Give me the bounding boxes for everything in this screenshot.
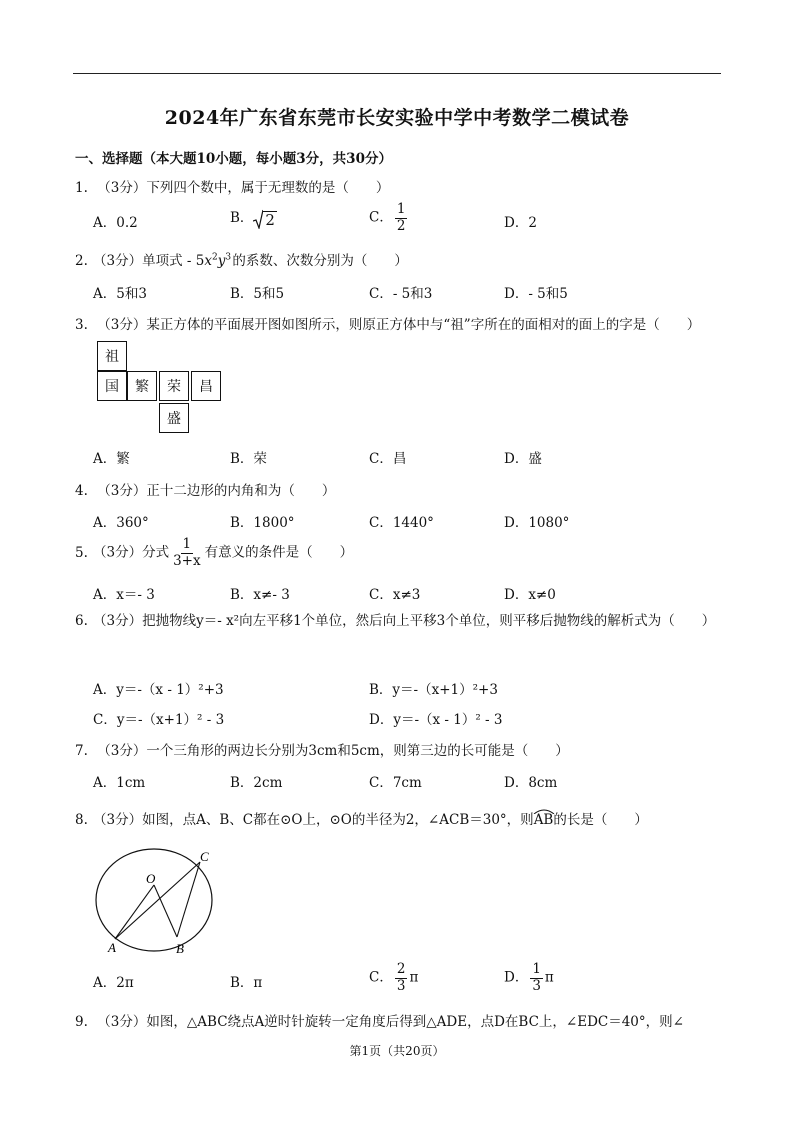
- question-6: [75, 608, 720, 634]
- option-1d: D．2: [504, 215, 537, 231]
- cube-net-figure: [95, 339, 223, 436]
- option-8c: [369, 963, 418, 993]
- net-cell: 繁: [127, 371, 157, 401]
- point-o-label: O: [146, 871, 156, 886]
- option-3d: D．盛: [504, 451, 542, 467]
- question-text: 有意义的条件是（ ）: [204, 544, 354, 561]
- denominator: 3: [396, 977, 406, 994]
- option-2d: D．- 5和5: [504, 286, 568, 302]
- option-4a: A．360°: [93, 515, 149, 531]
- net-cell: 盛: [159, 403, 189, 433]
- radicand: 2: [265, 210, 275, 229]
- question-text: （3分）一个三角形的两边长分别为3cm和5cm，则第三边的长可能是（ ）: [97, 743, 569, 759]
- question-text: （3分）正十二边形的内角和为（ ）: [97, 483, 336, 499]
- point-a-label: A: [108, 940, 116, 955]
- fraction: [395, 203, 408, 233]
- question-number: 5.: [75, 544, 88, 561]
- question-number: 9.: [75, 1014, 88, 1030]
- denominator: 3: [532, 977, 541, 994]
- segment-ac: [115, 862, 200, 939]
- question-text: （3分）分式: [93, 544, 170, 561]
- option-8b: B．π: [230, 975, 263, 991]
- question-text: （3分）单项式 - 5: [93, 253, 205, 269]
- option-7c: C．7cm: [369, 775, 422, 791]
- pi-symbol: π: [409, 969, 419, 986]
- option-2b: B．5和5: [230, 286, 285, 302]
- net-cell: 荣: [159, 371, 189, 401]
- fraction: [530, 963, 543, 993]
- numerator: 1: [532, 961, 541, 977]
- question-text: （3分）把抛物线y＝- x²向左平移1个单位，然后向上平移3个单位，则平移后抛物线的解析式为（ ）: [93, 613, 716, 629]
- denominator: 2: [396, 217, 406, 234]
- option-4b: B．1800°: [230, 515, 295, 531]
- option-label: C．: [369, 969, 393, 986]
- question-8: [75, 808, 648, 828]
- question-number: 2.: [75, 253, 88, 269]
- numerator: 1: [396, 201, 406, 217]
- question-text: （3分）下列四个数中，属于无理数的是（ ）: [97, 180, 390, 196]
- option-5c: C．x≠3: [369, 587, 421, 603]
- pi-symbol: π: [544, 969, 554, 986]
- option-6b: B．y＝-（x+1）²+3: [369, 682, 498, 698]
- question-text: 的系数、次数分别为（ ）: [232, 253, 408, 269]
- question-number: 7.: [75, 743, 88, 759]
- question-9: [75, 1010, 684, 1030]
- segment-oa: [115, 885, 154, 939]
- option-1c: [369, 203, 409, 233]
- option-8d: [504, 963, 554, 993]
- segment-bc: [177, 862, 200, 937]
- option-6a: A．y＝-（x - 1）²+3: [93, 682, 224, 698]
- question-text: （3分）如图，△ABC绕点A逆时针旋转一定角度后得到△ADE，点D在BC上，∠EDC＝40°，则∠: [97, 1014, 684, 1030]
- header-rule: [73, 73, 721, 74]
- option-3b: B．荣: [230, 451, 267, 467]
- net-cell: 国: [97, 371, 127, 401]
- question-text: 的长是（ ）: [553, 812, 648, 828]
- option-1a: A．0.2: [93, 215, 138, 231]
- numerator: 1: [182, 536, 192, 552]
- option-5a: A．x＝- 3: [93, 587, 155, 603]
- page-footer: 第1页（共20页）: [349, 1044, 445, 1058]
- option-6c: C．y＝-（x+1）² - 3: [93, 712, 225, 728]
- question-3: [75, 313, 700, 333]
- option-7b: B．2cm: [230, 775, 283, 791]
- option-3a: A．繁: [93, 451, 130, 467]
- circle-figure: [92, 845, 222, 960]
- option-7a: A．1cm: [93, 775, 146, 791]
- question-text: （3分）某正方体的平面展开图如图所示，则原正方体中与“祖”字所在的面相对的面上的字是（ ）: [97, 317, 701, 333]
- net-cell: 昌: [191, 371, 221, 401]
- denominator: 3+x: [173, 552, 201, 569]
- option-2a: A．5和3: [93, 286, 147, 302]
- question-text: （3分）如图，点A、B、C都在⊙O上，⊙O的半径为2，∠ACB＝30°，则: [93, 812, 534, 828]
- option-5b: B．x≠- 3: [230, 587, 290, 603]
- arc-ab-label: [534, 812, 554, 828]
- option-2c: C．- 5和3: [369, 286, 433, 302]
- option-label: C．: [369, 209, 393, 226]
- page-title: 2024年广东省东莞市长安实验中学中考数学二模试卷: [164, 107, 630, 129]
- question-2: 2. （3分）单项式 - $5x^2y^3$ 的系数、次数分别为（ ）: [75, 252, 408, 269]
- sqrt-expression: [253, 209, 277, 229]
- question-7: [75, 739, 569, 759]
- question-number: 4.: [75, 483, 88, 499]
- fraction: [171, 538, 203, 568]
- question-5: [75, 538, 353, 568]
- option-8a: A．2π: [93, 975, 134, 991]
- question-number: 8.: [75, 812, 88, 828]
- circle-o: [96, 849, 212, 951]
- net-cell: 祖: [97, 341, 127, 371]
- fraction: [395, 963, 408, 993]
- option-1b: [230, 206, 277, 229]
- option-label: B．: [230, 210, 254, 226]
- question-number: 6.: [75, 613, 88, 629]
- option-3c: C．昌: [369, 451, 407, 467]
- question-number: 1.: [75, 180, 88, 196]
- option-7d: D．8cm: [504, 775, 558, 791]
- option-4d: D．1080°: [504, 515, 570, 531]
- option-6d: D．y＝-（x - 1）² - 3: [369, 712, 503, 728]
- option-label: D．: [504, 969, 529, 986]
- arc-text: AB: [533, 812, 554, 828]
- point-b-label: B: [176, 941, 184, 956]
- option-4c: C．1440°: [369, 515, 434, 531]
- numerator: 2: [396, 961, 406, 977]
- option-5d: D．x≠0: [504, 587, 556, 603]
- question-number: 3.: [75, 317, 88, 333]
- section-heading: 一、选择题（本大题10小题，每小题3分，共30分）: [75, 151, 392, 167]
- question-4: [75, 479, 335, 499]
- point-c-label: C: [200, 849, 209, 864]
- question-1: [75, 176, 389, 196]
